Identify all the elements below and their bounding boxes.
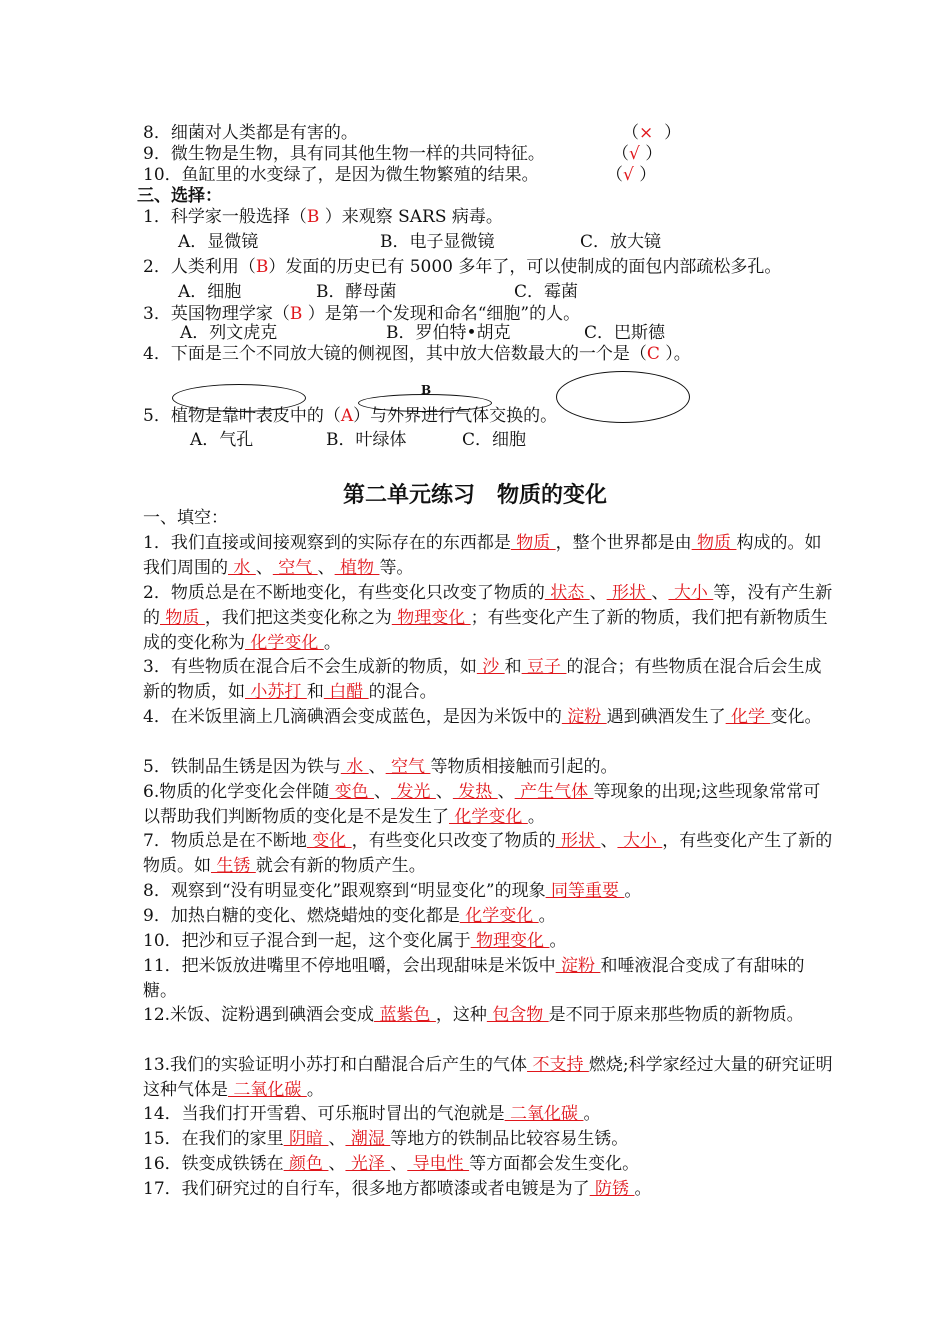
fill-text: 构成的。如我们周围的 — [143, 533, 822, 578]
paren-open: （ — [622, 123, 639, 143]
blank-answer: 大小 — [668, 583, 714, 603]
fill-text: 和唾液混合变成了有甜味的糖。 — [143, 956, 805, 1001]
blank-answer: 形状 — [555, 831, 601, 851]
fill-text: 等现象的出现;这些现象常常可以帮助我们判断物质的变化是不是发生了 — [143, 782, 821, 827]
unit-title: 第二单元练习 物质的变化 — [342, 483, 607, 508]
fill-text: 和 — [306, 682, 324, 702]
answer-letter: B — [306, 207, 320, 227]
item-text: 细菌对人类都是有害的。 — [170, 123, 358, 143]
lens-a-diagram — [172, 384, 306, 412]
fill-item-10 — [143, 929, 833, 954]
blank-answer: 蓝紫色 — [374, 1005, 436, 1025]
fill-item-14 — [143, 1102, 833, 1127]
blank-answer: 淀粉 — [561, 707, 607, 727]
blank-answer: 空气 — [385, 757, 431, 777]
option-c: C．放大镜 — [580, 232, 662, 252]
blank-answer: 导电性 — [407, 1154, 470, 1174]
fill-text: 。 — [323, 633, 341, 653]
fill-text: ，整个世界都是由 — [555, 533, 692, 553]
question-text: ）。 — [659, 344, 691, 364]
option-c: C．巴斯德 — [584, 323, 666, 343]
fill-text: 燃烧;科学家经过大量的研究证明这种气体是 — [143, 1055, 833, 1100]
question-text: 3．英国物理学家（ — [143, 304, 290, 324]
judge-answer-10 — [606, 165, 656, 185]
option-a: A．细胞 — [178, 282, 242, 302]
fill-text: 11．把米饭放进嘴里不停地咀嚼，会出现甜味是米饭中 — [143, 956, 556, 976]
blank-answer: 变化 — [306, 831, 352, 851]
option-b: B．酵母菌 — [316, 282, 397, 302]
blank-answer: 光泽 — [345, 1154, 391, 1174]
blank-answer: 大小 — [617, 831, 663, 851]
choice-question-3 — [143, 304, 580, 324]
item-text: 微生物是生物，具有同其他生物一样的共同特征。 — [170, 144, 545, 164]
fill-item-6 — [143, 780, 833, 830]
question-text: 1．科学家一般选择（ — [143, 207, 307, 227]
blank-answer: 物质 — [160, 608, 205, 628]
fill-text: 、 — [497, 782, 515, 802]
paren-open: （ — [606, 165, 623, 185]
cross-mark-icon: × — [639, 123, 654, 143]
fill-text: 8．观察到“没有明显变化”跟观察到“明显变化”的现象 — [143, 881, 546, 901]
fill-text: 等。 — [379, 558, 414, 578]
check-mark-icon: √ — [629, 144, 640, 164]
fill-item-9 — [143, 904, 833, 929]
fill-text: 变化。 — [770, 707, 822, 727]
fill-text: 3．有些物质在混合后不会生成新的物质，如 — [143, 657, 477, 677]
choice-question-1 — [143, 207, 503, 227]
fill-text: 16．铁变成铁锈在 — [143, 1154, 284, 1174]
fill-text: 等方面都会发生变化。 — [469, 1154, 640, 1174]
fill-item-2 — [143, 581, 833, 656]
fill-item-15 — [143, 1127, 833, 1152]
fill-text: 。 — [538, 906, 556, 926]
fill-text: 2．物质总是在不断地变化，有些变化只改变了物质的 — [143, 583, 545, 603]
fill-item-16 — [143, 1152, 833, 1177]
fill-text: 14．当我们打开雪碧、可乐瓶时冒出的气泡就是 — [143, 1104, 505, 1124]
blank-answer: 物质 — [510, 533, 556, 553]
choice-heading: 三、选择： — [137, 186, 222, 206]
item-number: 10． — [143, 165, 182, 185]
blank-answer: 颜色 — [283, 1154, 329, 1174]
blank-answer: 沙 — [476, 657, 505, 677]
fill-text: 15．在我们的家里 — [143, 1129, 284, 1149]
fill-text: 9．加热白糖的变化、燃烧蜡烛的变化都是 — [143, 906, 460, 926]
fill-text: 1．我们直接或间接观察到的实际存在的东西都是 — [143, 533, 511, 553]
blank-answer: 产生气体 — [514, 782, 594, 802]
fill-text: 遇到碘酒发生了 — [606, 707, 726, 727]
blank-answer: 发光 — [391, 782, 436, 802]
blank-answer: 发热 — [452, 782, 498, 802]
blank-answer: 物质 — [691, 533, 737, 553]
fill-item-13 — [143, 1053, 833, 1103]
fill-text: 、 — [374, 782, 392, 802]
blank-answer: 白醋 — [323, 682, 369, 702]
blank-answer: 水 — [340, 757, 369, 777]
fill-text: ，有些变化只改变了物质的 — [351, 831, 556, 851]
fill-text: 的混合；有些物质在混合后会生成新的物质，如 — [143, 657, 822, 702]
paren-close: ） — [645, 144, 663, 164]
fill-text: ，有些变化产生了新的物质。如 — [143, 831, 833, 876]
fill-text: 、 — [328, 1154, 346, 1174]
fill-text: 和 — [504, 657, 522, 677]
blank-answer: 潮湿 — [345, 1129, 391, 1149]
option-c: C．细胞 — [462, 430, 527, 450]
option-b: B．罗伯特•胡克 — [386, 323, 511, 343]
fill-text: 。 — [306, 1080, 324, 1100]
fill-text: 4．在米饭里滴上几滴碘酒会变成蓝色，是因为米饭中的 — [143, 707, 562, 727]
blank-answer: 水 — [228, 558, 256, 578]
judge-item-8 — [143, 123, 358, 143]
judge-answer-8 — [622, 123, 681, 143]
fill-text: 。 — [624, 881, 642, 901]
fill-text: 等物质相接触而引起的。 — [430, 757, 618, 777]
blank-answer: 防锈 — [589, 1179, 635, 1199]
fill-text: 6.物质的化学变化会伴随 — [143, 782, 330, 802]
item-text: 鱼缸里的水变绿了，是因为微生物繁殖的结果。 — [181, 165, 539, 185]
judge-item-10 — [143, 165, 539, 185]
fill-text: 13.我们的实验证明小苏打和白醋混合后产生的气体 — [143, 1055, 528, 1075]
fill-text: 17．我们研究过的自行车，很多地方都喷漆或者电镀是为了 — [143, 1179, 590, 1199]
blank-answer: 二氧化碳 — [504, 1104, 584, 1124]
option-b: B．叶绿体 — [326, 430, 407, 450]
fill-text: 10．把沙和豆子混合到一起，这个变化属于 — [143, 931, 471, 951]
fill-text: 。 — [549, 931, 567, 951]
fill-text: 、 — [328, 1129, 346, 1149]
paren-close: ） — [639, 165, 657, 185]
question-text: 4．下面是三个不同放大镜的侧视图，其中放大倍数最大的一个是（ — [143, 344, 647, 364]
check-mark-icon: √ — [623, 165, 634, 185]
fill-item-4 — [143, 705, 833, 730]
blank-answer: 状态 — [544, 583, 590, 603]
lens-b-label: B — [421, 383, 432, 397]
fill-text: 、 — [368, 757, 386, 777]
fill-item-12 — [143, 1003, 833, 1028]
fill-text: 的混合。 — [368, 682, 437, 702]
fill-heading: 一、填空： — [143, 508, 228, 528]
question-text: ）与外界进行气体交换的。 — [353, 406, 558, 426]
answer-letter: B — [255, 257, 269, 277]
judge-item-9 — [143, 144, 545, 164]
option-a: A．列文虎克 — [180, 323, 278, 343]
fill-text: 、 — [651, 583, 669, 603]
fill-item-3 — [143, 655, 833, 705]
fill-text: ，我们把这类变化称之为 — [204, 608, 392, 628]
fill-text: 7．物质总是在不断地 — [143, 831, 307, 851]
option-b: B．电子显微镜 — [380, 232, 495, 252]
blank-answer: 变色 — [329, 782, 375, 802]
fill-text: 、 — [435, 782, 453, 802]
blank-answer: 化学变化 — [449, 807, 528, 827]
question-text: 5．植物是靠叶表皮中的（ — [143, 406, 341, 426]
question-text: 2．人类利用（ — [143, 257, 256, 277]
blank-answer: 豆子 — [521, 657, 567, 677]
blank-answer: 物理变化 — [391, 608, 471, 628]
lens-c-diagram — [556, 371, 690, 423]
blank-answer: 淀粉 — [555, 956, 601, 976]
fill-text: 等，没有产生新的 — [143, 583, 833, 628]
answer-letter: A — [340, 406, 354, 426]
blank-answer: 空气 — [272, 558, 318, 578]
question-text: ）来观察 SARS 病毒。 — [319, 207, 503, 227]
fill-text: 是不同于原来那些物质的新物质。 — [548, 1005, 804, 1025]
blank-answer: 化学 — [725, 707, 771, 727]
blank-answer: 不支持 — [527, 1055, 589, 1075]
fill-text: 12.米饭、淀粉遇到碘酒会变成 — [143, 1005, 375, 1025]
blank-answer: 植物 — [334, 558, 380, 578]
fill-item-5 — [143, 755, 833, 780]
question-text: ）是第一个发现和命名“细胞”的人。 — [302, 304, 581, 324]
blank-answer: 二氧化碳 — [228, 1080, 307, 1100]
choice-question-2 — [143, 257, 781, 277]
fill-item-17 — [143, 1177, 833, 1202]
fill-text: 等地方的铁制品比较容易生锈。 — [390, 1129, 629, 1149]
blank-answer: 形状 — [606, 583, 652, 603]
fill-text: ；有些变化产生了新的物质，我们把有新物质生成的变化称为 — [143, 608, 828, 653]
option-a: A．显微镜 — [178, 232, 259, 252]
question-text: ）发面的历史已有 5000 多年了，可以使制成的面包内部疏松多孔。 — [268, 257, 782, 277]
fill-item-1 — [143, 531, 833, 581]
fill-text: 、 — [255, 558, 273, 578]
option-a: A．气孔 — [190, 430, 254, 450]
item-number: 9． — [143, 144, 171, 164]
item-number: 8． — [143, 123, 171, 143]
fill-text: ，这种 — [435, 1005, 487, 1025]
fill-text: 。 — [527, 807, 545, 827]
fill-item-7 — [143, 829, 833, 879]
blank-answer: 生锈 — [211, 856, 256, 876]
blank-answer: 化学变化 — [245, 633, 324, 653]
choice-question-4 — [143, 344, 691, 364]
blank-answer: 阴暗 — [283, 1129, 329, 1149]
fill-text: 、 — [589, 583, 607, 603]
paren-open: （ — [612, 144, 629, 164]
answer-letter: C — [646, 344, 660, 364]
fill-text: 就会有新的物质产生。 — [255, 856, 426, 876]
fill-text: 。 — [583, 1104, 601, 1124]
judge-answer-9 — [612, 144, 662, 164]
lens-b-diagram — [358, 394, 492, 412]
paren-close: ） — [664, 123, 682, 143]
fill-item-11 — [143, 954, 833, 1004]
fill-text: 、 — [390, 1154, 408, 1174]
fill-text: 、 — [600, 831, 618, 851]
blank-answer: 小苏打 — [245, 682, 307, 702]
answer-letter: B — [289, 304, 303, 324]
blank-answer: 化学变化 — [459, 906, 539, 926]
fill-item-8 — [143, 879, 833, 904]
blank-answer: 物理变化 — [470, 931, 550, 951]
option-c: C．霉菌 — [514, 282, 579, 302]
blank-answer: 包含物 — [486, 1005, 549, 1025]
fill-text: 5．铁制品生锈是因为铁与 — [143, 757, 341, 777]
fill-text: 。 — [634, 1179, 652, 1199]
blank-answer: 同等重要 — [545, 881, 625, 901]
fill-text: 、 — [317, 558, 335, 578]
